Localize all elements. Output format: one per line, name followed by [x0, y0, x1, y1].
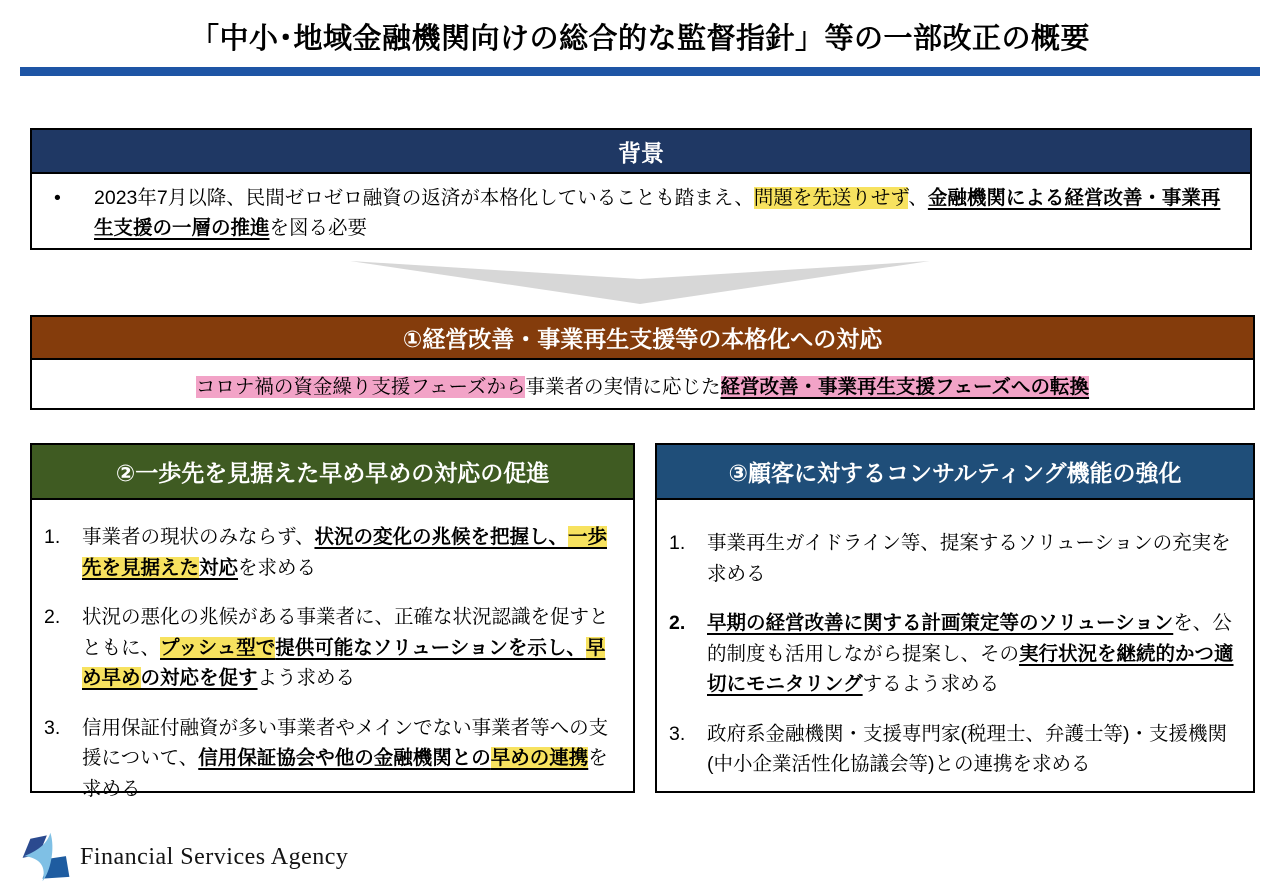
item-number: 3.	[44, 716, 61, 739]
section2-header: ②一歩先を見据えた早め早めの対応の促進	[32, 445, 633, 500]
item-text: 事業再生ガイドライン等、提案するソリューションの充実を求める	[707, 532, 1231, 585]
section3-header: ③顧客に対するコンサルティング機能の強化	[657, 445, 1253, 500]
background-text: 2023年7月以降、民間ゼロゼロ融資の返済が本格化していることも踏まえ、問題を先送りせず、金融機関による経営改善・事業再生支援の一層の推進を図る必要	[94, 187, 1221, 239]
section1-text: コロナ禍の資金繰り支援フェーズから事業者の実情に応じた経営改善・事業再生支援フェーズへの転換	[195, 376, 1090, 398]
section3-box	[655, 443, 1255, 793]
section3-list	[657, 500, 1253, 780]
item-text: 信用保証付融資が多い事業者やメインでない事業者等への支援について、信用保証協会や他の金融機関との早めの連携を求める	[82, 716, 609, 800]
background-header: 背景	[32, 130, 1250, 174]
section1-body	[32, 360, 1253, 410]
list-item	[669, 719, 1241, 780]
item-text: 状況の悪化の兆候がある事業者に、正確な状況認識を促すとともに、プッシュ型で提供可能なソリューションを示し、早め早めの対応を促すよう求める	[82, 606, 609, 689]
section2-list	[32, 500, 633, 804]
list-item	[44, 602, 621, 694]
item-number: 2.	[44, 606, 61, 628]
background-body	[32, 174, 1250, 243]
list-item	[669, 608, 1241, 700]
item-text: 政府系金融機関・支援専門家(税理士、弁護士等)・支援機関(中小企業活性化協議会等)との連携を求める	[707, 722, 1227, 775]
list-item	[44, 522, 621, 583]
fsa-logo-icon	[20, 832, 72, 882]
item-number: 1.	[669, 532, 686, 554]
item-text: 早期の経営改善に関する計画策定等のソリューションを、公的制度も活用しながら提案し、その実行状況を継続的かつ適切にモニタリングするよう求める	[707, 612, 1234, 695]
list-item	[669, 528, 1241, 589]
item-number: 3.	[669, 722, 686, 745]
item-number: 2.	[669, 612, 686, 634]
section2-box	[30, 443, 635, 800]
item-number: 1.	[44, 526, 61, 548]
bullet-marker: •	[54, 187, 61, 209]
section1-box	[30, 315, 1255, 410]
down-arrow-icon	[350, 261, 930, 305]
list-item	[44, 713, 621, 805]
item-text: 事業者の現状のみならず、状況の変化の兆候を把握し、一歩先を見据えた対応を求める	[82, 526, 607, 579]
title-rule-bar	[20, 67, 1260, 76]
page-title: 「中小･地域金融機関向けの総合的な監督指針」等の一部改正の概要	[189, 23, 1090, 55]
background-box	[30, 128, 1252, 250]
footer	[20, 832, 348, 882]
agency-name: Financial Services Agency	[80, 843, 349, 870]
section1-header: ①経営改善・事業再生支援等の本格化への対応	[32, 317, 1253, 360]
